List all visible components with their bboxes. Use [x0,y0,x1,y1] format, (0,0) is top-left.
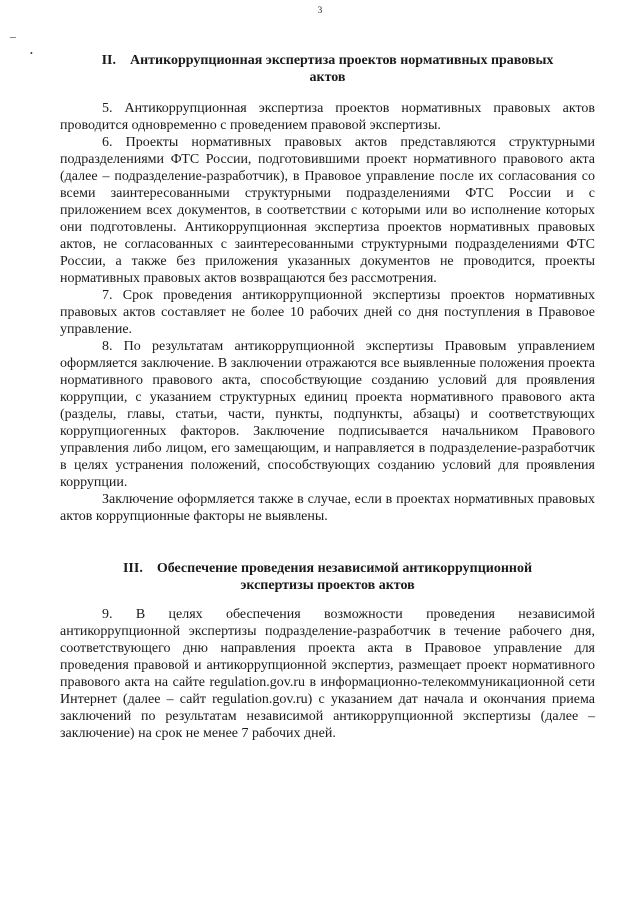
paragraph-8: 8. По результатам антикоррупционной экспертизы Правовым управлением оформляется заключение. В заключении отражаются все выявленные положения проекта нормативного правового акта, способствующие созданию условий для проявления коррупции, с указанием структурных единиц проекта нормативного правового акта (разделы, главы, статьи, части, пункты, подпункты, абзацы) и соответствующих коррупциогенных факторов. Заключение подписывается начальником Правового управления либо лицом, его замещающим, и направляется в подразделение-разработчик в целях устранения положений, способствующих созданию условий для проявления коррупции. [60,339,595,490]
paragraph-7: 7. Срок проведения антикоррупционной экспертизы проектов нормативных правовых актов составляет не более 10 рабочих дней со дня поступления в Правовое управление. [60,288,595,337]
paragraph-5: 5. Антикоррупционная экспертиза проектов нормативных правовых актов проводится одновременно с проведением правовой экспертизы. [60,101,595,133]
margin-dash-mark: – [10,29,16,43]
section-2 [60,52,595,525]
section-2-heading [60,52,595,86]
section-3-title-line1: Обеспечение проведения независимой антикоррупционной [156,561,533,576]
page-number: 3 [317,5,323,15]
paragraph-9: 9. В целях обеспечения возможности проведения независимой антикоррупционной экспертизы подразделение-разработчик в течение рабочего дня, соответствующего дню направления проекта акта в Правовое управление для проведения правовой и антикоррупционной экспертиз, размещает проект нормативного правового акта на сайте regulation.gov.ru в информационно-телекоммуникационной сети Интернет (далее – сайт regulation.gov.ru) с указанием дат начала и окончания приема заключений по результатам независимой антикоррупционной экспертизы (далее – заключение) на срок не менее 7 рабочих дней. [60,607,595,741]
section-2-number: II. [101,53,116,68]
section-2-title-line1: Антикоррупционная экспертиза проектов нормативных правовых [129,53,554,68]
paragraph-6: 6. Проекты нормативных правовых актов представляются структурными подразделениями ФТС России, подготовившими проект нормативного правового акта (далее – подразделение-разработчик), в Правовое управление после их согласования со всеми заинтересованными структурными подразделениями ФТС России и с приложением всех документов, в соответствии с которыми или во исполнение которых они подготовлены. Антикоррупционная экспертиза проектов нормативных правовых актов, не согласованных с заинтересованными структурными подразделениями ФТС России, а также без приложения указанных документов не проводится, проекты нормативных правовых актов возвращаются без рассмотрения. [60,135,595,286]
section-3-number: III. [122,561,143,576]
margin-dot-mark: • [30,49,33,58]
document-body [60,52,595,742]
section-3-title-line2: экспертизы проектов актов [240,578,415,593]
section-2-title-line2: актов [309,70,346,85]
section-3 [60,560,595,742]
paragraph-8-addendum: Заключение оформляется также в случае, если в проектах нормативных правовых актов коррупционные факторы не выявлены. [60,492,595,524]
section-3-heading [60,560,595,594]
